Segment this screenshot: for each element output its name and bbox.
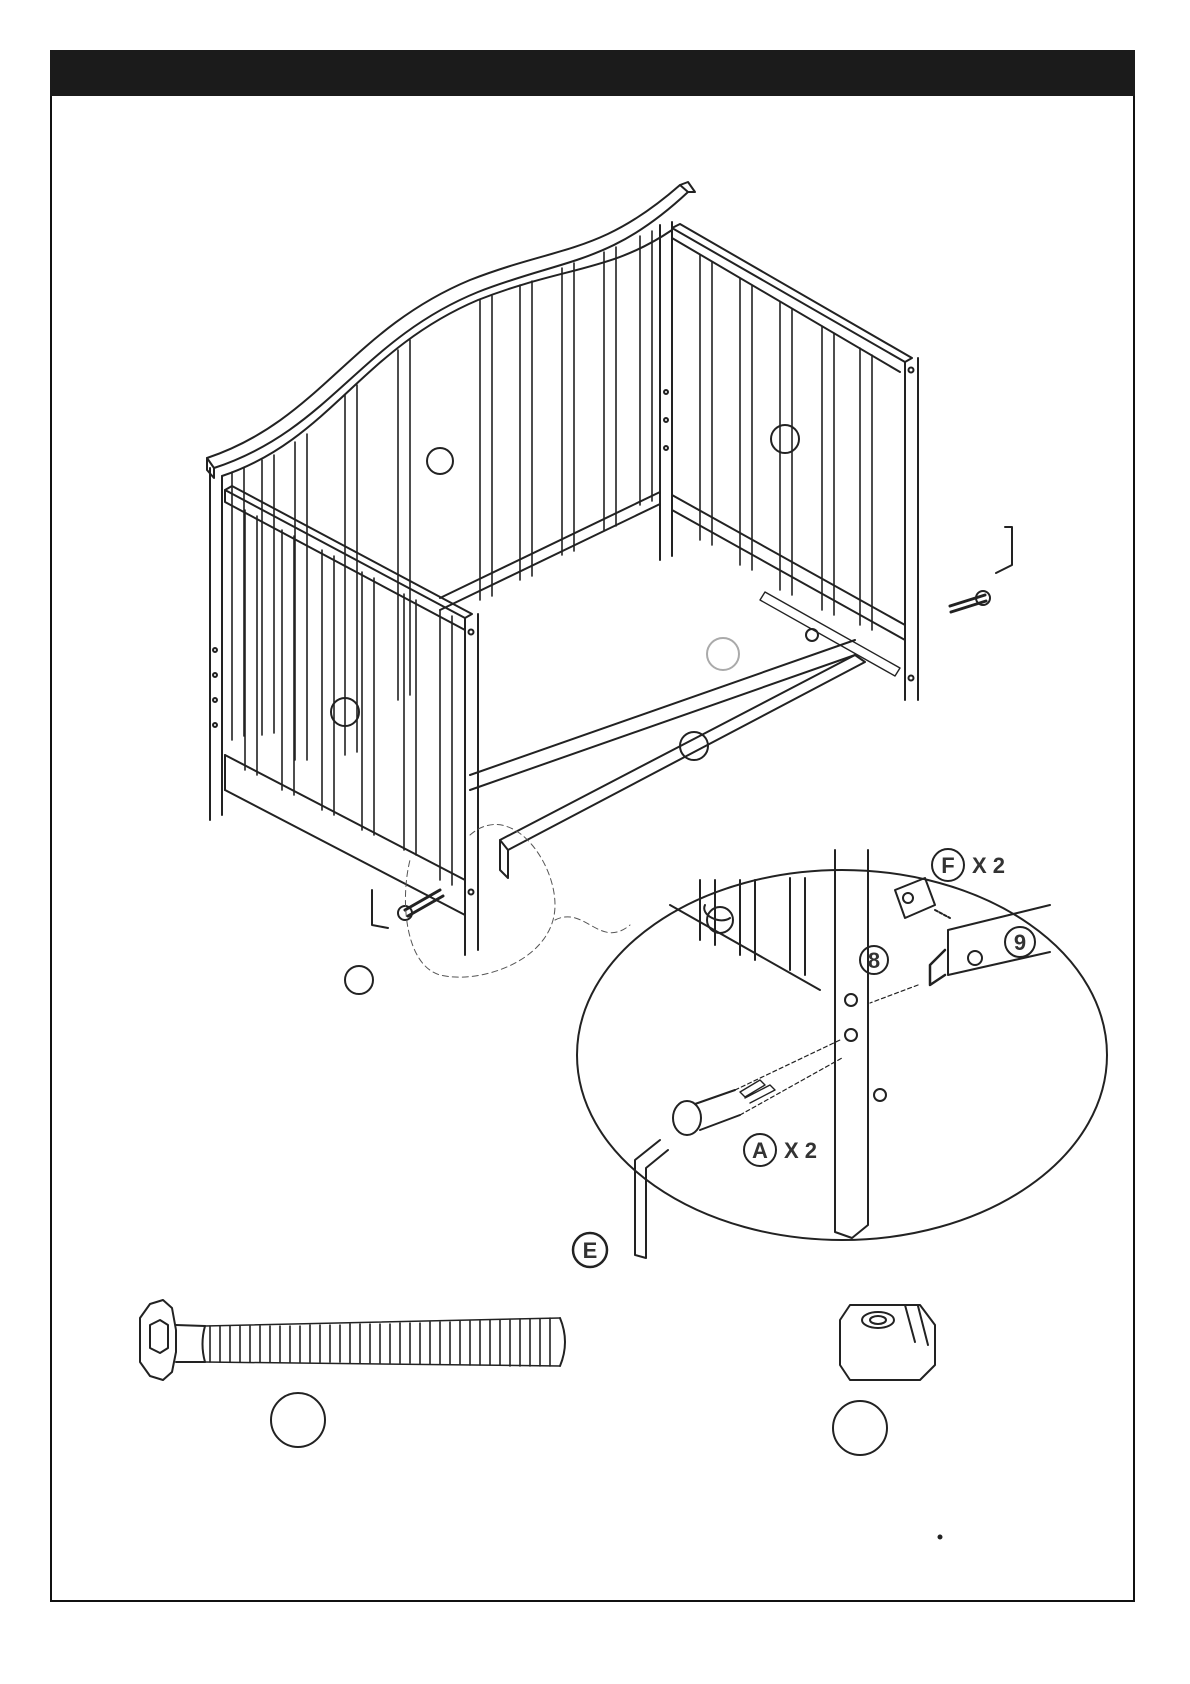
- detail-magnifier: [577, 850, 1107, 1258]
- label-part-8: 8: [867, 948, 881, 973]
- callout-a: [744, 1134, 817, 1166]
- bolt-a-detail: [673, 1040, 842, 1135]
- label-a: A: [752, 1138, 768, 1163]
- hardware-callout-nut: [833, 1401, 887, 1455]
- barrel-nut-large: [840, 1305, 935, 1380]
- label-e: E: [582, 1238, 598, 1263]
- callout-f: [932, 849, 1005, 881]
- base-rails: [470, 592, 900, 878]
- right-side-panel: [672, 224, 918, 700]
- label-f-qty: X 2: [972, 853, 1006, 878]
- label-f: F: [941, 853, 955, 878]
- label-a-qty: X 2: [784, 1138, 818, 1163]
- callout-e: [573, 1233, 607, 1267]
- hex-bolt-icon: [140, 1300, 565, 1380]
- left-side-panel: [225, 486, 1012, 994]
- headboard: [207, 182, 695, 820]
- label-part-9: 9: [1013, 930, 1027, 955]
- hardware-callout-bolt: [271, 1393, 325, 1447]
- allen-key-icon: [635, 1140, 668, 1258]
